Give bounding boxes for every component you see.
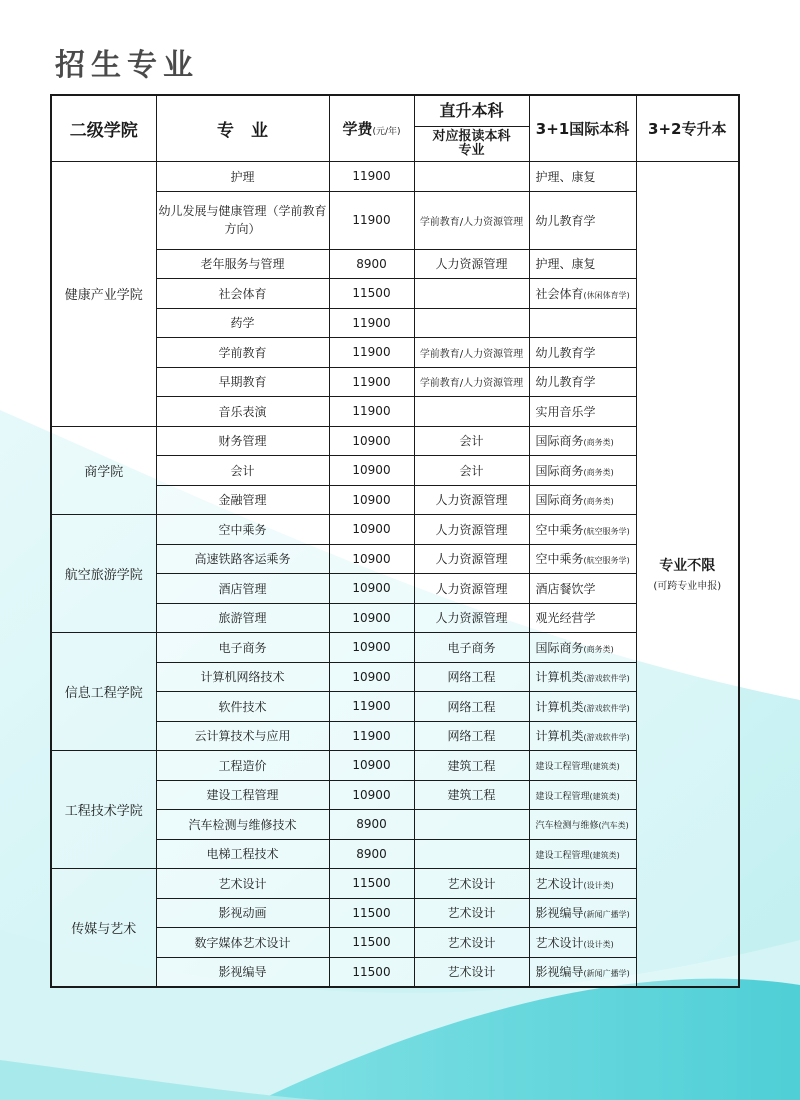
- upgrade-cell: [414, 162, 529, 192]
- fee-cell: 8900: [329, 249, 414, 279]
- fee-cell: 11500: [329, 869, 414, 899]
- intl-major-note: (设计类): [583, 880, 614, 890]
- intl-major: 实用音乐学: [535, 404, 596, 419]
- intl-major: 建设工程管理: [535, 762, 590, 773]
- intl-cell: [529, 957, 636, 987]
- three-two-note: (可跨专业申报): [653, 581, 722, 593]
- fee-cell: 10900: [329, 456, 414, 486]
- header-upgrade-sub: 对应报读本科专业: [432, 129, 511, 158]
- intl-cell: [529, 633, 636, 663]
- major-cell: 高速铁路客运乘务: [156, 544, 329, 574]
- fee-cell: 11900: [329, 162, 414, 192]
- header-upgrade: [414, 95, 529, 162]
- intl-major: 计算机类: [535, 670, 584, 685]
- fee-cell: 10900: [329, 633, 414, 663]
- intl-cell: [529, 397, 636, 427]
- intl-major: 汽车检测与维修: [535, 821, 599, 832]
- upgrade-cell: 电子商务: [414, 633, 529, 663]
- upgrade-cell: 学前教育/人力资源管理: [414, 338, 529, 368]
- major-cell: 影视编导: [156, 957, 329, 987]
- fee-cell: 8900: [329, 839, 414, 869]
- upgrade-cell: 网络工程: [414, 721, 529, 751]
- table-row: [51, 633, 739, 663]
- college-cell: 传媒与艺术: [51, 869, 156, 987]
- header-fee-unit: (元/年): [372, 127, 401, 137]
- upgrade-cell: [414, 810, 529, 840]
- upgrade-cell: [414, 839, 529, 869]
- major-cell: 云计算技术与应用: [156, 721, 329, 751]
- major-cell: 影视动画: [156, 898, 329, 928]
- upgrade-cell: 人力资源管理: [414, 544, 529, 574]
- intl-cell: [529, 662, 636, 692]
- intl-cell: [529, 810, 636, 840]
- enrollment-table-body: [51, 162, 739, 987]
- fee-cell: 11500: [329, 957, 414, 987]
- college-cell: 商学院: [51, 426, 156, 515]
- major-cell: 艺术设计: [156, 869, 329, 899]
- major-cell: 幼儿发展与健康管理（学前教育方向）: [156, 191, 329, 249]
- college-cell: 信息工程学院: [51, 633, 156, 751]
- fee-cell: 11500: [329, 898, 414, 928]
- intl-major: 计算机类: [535, 729, 584, 744]
- intl-major: 护理、康复: [535, 257, 596, 272]
- major-cell: 数字媒体艺术设计: [156, 928, 329, 958]
- major-cell: 护理: [156, 162, 329, 192]
- upgrade-cell: 人力资源管理: [414, 574, 529, 604]
- header-three-two: 3+2专升本: [636, 95, 739, 162]
- upgrade-cell: [414, 308, 529, 338]
- major-cell: 社会体育: [156, 279, 329, 309]
- intl-cell: [529, 515, 636, 545]
- major-cell: 早期教育: [156, 367, 329, 397]
- intl-cell: [529, 869, 636, 899]
- intl-major-note: (航空服务学): [583, 526, 630, 536]
- fee-cell: 11900: [329, 338, 414, 368]
- header-major: 专 业: [156, 95, 329, 162]
- upgrade-cell: 学前教育/人力资源管理: [414, 191, 529, 249]
- intl-major-note: (游戏软件学): [583, 703, 630, 713]
- intl-cell: [529, 544, 636, 574]
- fee-cell: 10900: [329, 574, 414, 604]
- intl-major-note: (汽车类): [598, 821, 629, 831]
- header-intl: 3+1国际本科: [529, 95, 636, 162]
- intl-major: 国际商务: [535, 640, 584, 655]
- intl-major: 幼儿教育学: [535, 375, 596, 390]
- major-cell: 软件技术: [156, 692, 329, 722]
- major-cell: 会计: [156, 456, 329, 486]
- major-cell: 空中乘务: [156, 515, 329, 545]
- fee-cell: 11500: [329, 279, 414, 309]
- intl-major: 建设工程管理: [535, 791, 590, 802]
- intl-cell: [529, 898, 636, 928]
- fee-cell: 11900: [329, 397, 414, 427]
- fee-cell: 11900: [329, 721, 414, 751]
- intl-cell: [529, 308, 636, 338]
- intl-major-note: (建筑类): [589, 850, 620, 860]
- fee-cell: 10900: [329, 751, 414, 781]
- upgrade-cell: 艺术设计: [414, 957, 529, 987]
- intl-major: 建设工程管理: [535, 850, 590, 861]
- fee-cell: 11900: [329, 191, 414, 249]
- intl-major: 空中乘务: [535, 522, 584, 537]
- table-row: [51, 426, 739, 456]
- header-upgrade-title: 直升本科: [415, 96, 529, 127]
- major-cell: 财务管理: [156, 426, 329, 456]
- upgrade-cell: 会计: [414, 456, 529, 486]
- fee-cell: 10900: [329, 662, 414, 692]
- enrollment-table-wrapper: [50, 94, 740, 988]
- three-two-cell: [636, 162, 739, 987]
- table-row: [51, 869, 739, 899]
- intl-major-note: (新闻广播学): [583, 969, 630, 978]
- fee-cell: 10900: [329, 426, 414, 456]
- intl-major: 计算机类: [535, 699, 584, 714]
- intl-cell: [529, 338, 636, 368]
- intl-major-note: (休闲体育学): [583, 290, 630, 300]
- intl-cell: [529, 485, 636, 515]
- intl-major-note: (新闻广播学): [583, 910, 630, 920]
- table-row: [51, 751, 739, 781]
- fee-cell: 11900: [329, 308, 414, 338]
- enrollment-table: [50, 94, 740, 988]
- intl-major-note: (航空服务学): [583, 556, 630, 566]
- major-cell: 金融管理: [156, 485, 329, 515]
- intl-major: 国际商务: [535, 463, 584, 478]
- intl-major: 幼儿教育学: [535, 213, 596, 228]
- major-cell: 电梯工程技术: [156, 839, 329, 869]
- table-row: [51, 515, 739, 545]
- intl-cell: [529, 367, 636, 397]
- intl-major: 社会体育: [535, 286, 584, 301]
- upgrade-cell: 人力资源管理: [414, 515, 529, 545]
- upgrade-cell: 艺术设计: [414, 928, 529, 958]
- intl-cell: [529, 721, 636, 751]
- major-cell: 汽车检测与维修技术: [156, 810, 329, 840]
- header-fee: 学费(元/年): [329, 95, 414, 162]
- intl-major: 国际商务: [535, 434, 584, 449]
- intl-major: 国际商务: [535, 493, 584, 508]
- fee-cell: 10900: [329, 780, 414, 810]
- upgrade-cell: 人力资源管理: [414, 603, 529, 633]
- intl-major: 幼儿教育学: [535, 345, 596, 360]
- intl-major-note: (商务类): [583, 438, 614, 448]
- upgrade-cell: 建筑工程: [414, 780, 529, 810]
- fee-cell: 8900: [329, 810, 414, 840]
- college-cell: 健康产业学院: [51, 162, 156, 427]
- intl-major-note: (建筑类): [589, 791, 620, 801]
- intl-cell: [529, 603, 636, 633]
- major-cell: 旅游管理: [156, 603, 329, 633]
- intl-cell: [529, 191, 636, 249]
- major-cell: 音乐表演: [156, 397, 329, 427]
- upgrade-cell: 学前教育/人力资源管理: [414, 367, 529, 397]
- intl-major-note: (游戏软件学): [583, 733, 630, 743]
- intl-cell: [529, 162, 636, 192]
- upgrade-cell: 网络工程: [414, 662, 529, 692]
- fee-cell: 10900: [329, 544, 414, 574]
- intl-major: 影视编导: [535, 965, 584, 979]
- upgrade-cell: 艺术设计: [414, 869, 529, 899]
- upgrade-cell: 艺术设计: [414, 898, 529, 928]
- fee-cell: 11900: [329, 367, 414, 397]
- intl-major: 艺术设计: [535, 876, 584, 891]
- upgrade-cell: 会计: [414, 426, 529, 456]
- major-cell: 老年服务与管理: [156, 249, 329, 279]
- major-cell: 药学: [156, 308, 329, 338]
- upgrade-cell: [414, 279, 529, 309]
- college-cell: 航空旅游学院: [51, 515, 156, 633]
- upgrade-cell: 网络工程: [414, 692, 529, 722]
- intl-major-note: (商务类): [583, 644, 614, 654]
- intl-major: 影视编导: [535, 906, 584, 921]
- intl-major-note: (设计类): [583, 939, 614, 949]
- upgrade-cell: 人力资源管理: [414, 485, 529, 515]
- page-title: 招生专业: [55, 48, 199, 83]
- fee-cell: 11500: [329, 928, 414, 958]
- major-cell: 电子商务: [156, 633, 329, 663]
- intl-cell: [529, 780, 636, 810]
- college-cell: 工程技术学院: [51, 751, 156, 869]
- upgrade-cell: [414, 397, 529, 427]
- intl-cell: [529, 928, 636, 958]
- major-cell: 计算机网络技术: [156, 662, 329, 692]
- intl-major-note: (建筑类): [589, 762, 620, 772]
- three-two-text: 专业不限: [659, 558, 716, 575]
- intl-cell: [529, 692, 636, 722]
- upgrade-cell: 建筑工程: [414, 751, 529, 781]
- fee-cell: 11900: [329, 692, 414, 722]
- major-cell: 工程造价: [156, 751, 329, 781]
- fee-cell: 10900: [329, 485, 414, 515]
- upgrade-cell: 人力资源管理: [414, 249, 529, 279]
- intl-cell: [529, 574, 636, 604]
- intl-major: 空中乘务: [535, 552, 584, 567]
- fee-cell: 10900: [329, 603, 414, 633]
- fee-cell: 10900: [329, 515, 414, 545]
- intl-cell: [529, 279, 636, 309]
- intl-major: 观光经营学: [535, 611, 596, 626]
- intl-cell: [529, 456, 636, 486]
- intl-major-note: (商务类): [583, 497, 614, 507]
- major-cell: 建设工程管理: [156, 780, 329, 810]
- intl-major-note: (游戏软件学): [583, 674, 630, 684]
- intl-cell: [529, 249, 636, 279]
- major-cell: 学前教育: [156, 338, 329, 368]
- intl-cell: [529, 426, 636, 456]
- table-row: [51, 162, 739, 192]
- intl-major: 艺术设计: [535, 935, 584, 950]
- intl-cell: [529, 839, 636, 869]
- intl-major-note: (商务类): [583, 467, 614, 477]
- intl-major: 护理、康复: [535, 169, 596, 184]
- header-college: 二级学院: [51, 95, 156, 162]
- major-cell: 酒店管理: [156, 574, 329, 604]
- intl-major: 酒店餐饮学: [535, 581, 596, 596]
- intl-cell: [529, 751, 636, 781]
